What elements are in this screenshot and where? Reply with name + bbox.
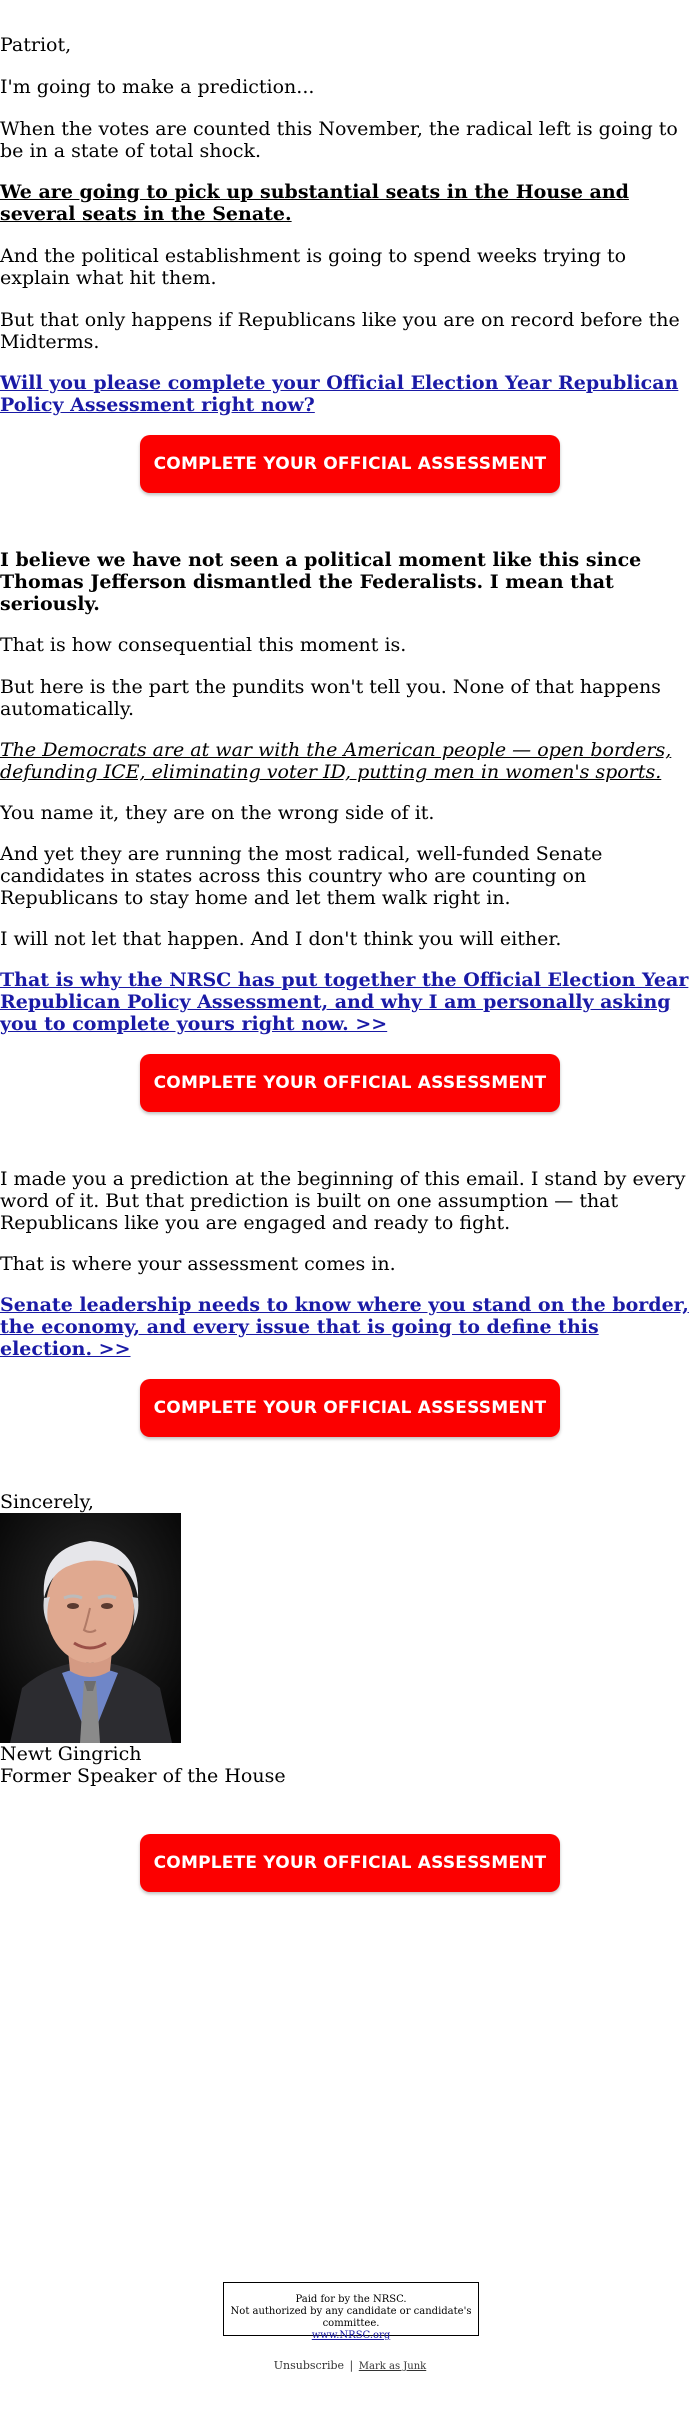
paragraph: That is how consequential this moment is. xyxy=(0,634,407,656)
paragraph: And the political establishment is going to spend weeks trying to explain what hit them. xyxy=(0,245,627,289)
paragraph: But that only happens if Republicans like you are on record before the Midterms. xyxy=(0,309,680,353)
paragraph-emphasis: We are going to pick up substantial seats in the House and several seats in the Senate. xyxy=(0,181,629,225)
cta-link-wrapper xyxy=(0,969,700,1035)
paragraph: That is where your assessment comes in. xyxy=(0,1253,396,1275)
paragraph: I'm going to make a prediction... xyxy=(0,76,315,98)
unsubscribe-link[interactable]: Unsubscribe xyxy=(273,2359,345,2372)
signer-photo xyxy=(0,1513,181,1743)
disclaimer-paid-for: Paid for by the NRSC. xyxy=(295,2294,407,2305)
signer-name: Newt Gingrich xyxy=(0,1743,142,1765)
cta-link-wrapper xyxy=(0,1294,700,1360)
complete-assessment-button[interactable]: COMPLETE YOUR OFFICIAL ASSESSMENT >> xyxy=(140,435,560,493)
assessment-link[interactable]: Will you please complete your Official Election Year Republican Policy Assessment right now? xyxy=(0,372,679,416)
assessment-link[interactable]: That is why the NRSC has put together the Official Election Year Republican Policy Assessment, and why I am personally asking you to complete yours right now. >> xyxy=(0,969,689,1035)
signature-block xyxy=(0,1491,700,1787)
paragraph: But here is the part the pundits won't tell you. None of that happens automatically. xyxy=(0,676,661,720)
paragraph-emphasis: I believe we have not seen a political moment like this since Thomas Jefferson dismantled the Federalists. I mean that seriously. xyxy=(0,549,642,615)
cta-button-row xyxy=(0,1379,700,1475)
greeting: Patriot, xyxy=(0,34,72,56)
unsubscribe-row xyxy=(0,2359,700,2372)
paragraph: You name it, they are on the wrong side of it. xyxy=(0,802,435,824)
assessment-link[interactable]: Senate leadership needs to know where you stand on the border, the economy, and every issue that is going to define this election. >> xyxy=(0,1294,689,1360)
complete-assessment-button[interactable]: COMPLETE YOUR OFFICIAL ASSESSMENT >> xyxy=(140,1834,560,1892)
cta-link-wrapper xyxy=(0,372,700,416)
footer-separator: | xyxy=(349,2359,354,2372)
paragraph: I made you a prediction at the beginning of this email. I stand by every word of it. But that prediction is built on one assumption — that Republicans like you are engaged and ready to fight. xyxy=(0,1168,686,1234)
disclaimer-not-authorized: Not authorized by any candidate or candidate's committee. xyxy=(230,2306,472,2329)
cta-button-row xyxy=(0,435,700,531)
cta-button-row xyxy=(0,1834,700,1930)
disclaimer-box xyxy=(223,2282,479,2341)
paragraph-emphasis: The Democrats are at war with the American people — open borders, defunding ICE, eliminating voter ID, putting men in women's sports. xyxy=(0,739,672,783)
paragraph: And yet they are running the most radical, well-funded Senate candidates in states across this country who are counting on Republicans to stay home and let them walk right in. xyxy=(0,843,603,909)
signer-title: Former Speaker of the House xyxy=(0,1765,286,1787)
paragraph: When the votes are counted this November, the radical left is going to be in a state of total shock. xyxy=(0,118,678,162)
cta-button-row xyxy=(0,1054,700,1150)
mark-as-junk-link[interactable]: Mark as Junk xyxy=(358,2361,427,2372)
complete-assessment-button[interactable]: COMPLETE YOUR OFFICIAL ASSESSMENT >> xyxy=(140,1379,560,1437)
paragraph: I will not let that happen. And I don't think you will either. xyxy=(0,928,562,950)
closing: Sincerely, xyxy=(0,1491,94,1513)
nrsc-website-link[interactable]: www.NRSC.org xyxy=(311,2330,391,2341)
complete-assessment-button[interactable]: COMPLETE YOUR OFFICIAL ASSESSMENT >> xyxy=(140,1054,560,1112)
